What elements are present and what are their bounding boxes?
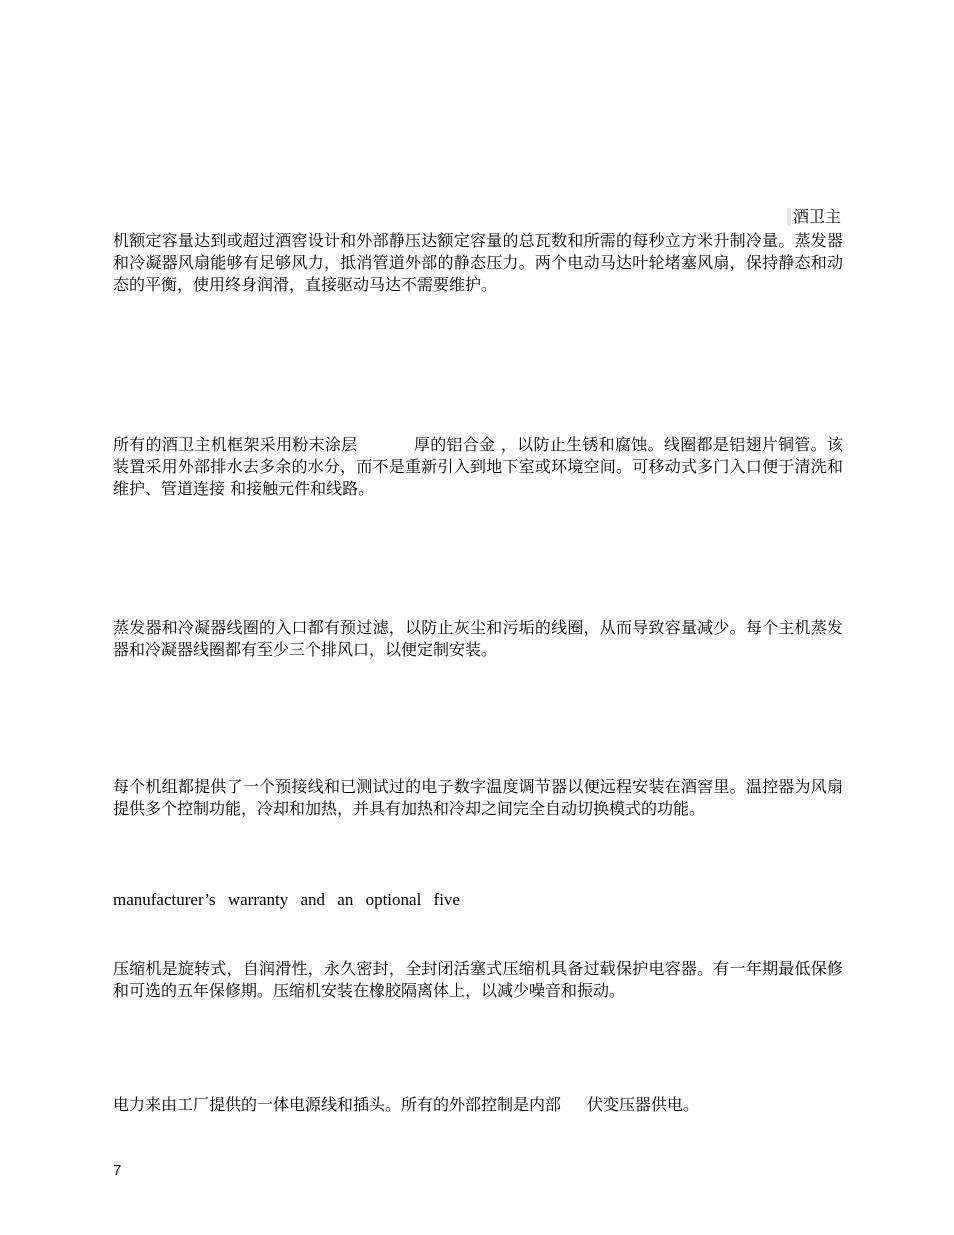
paragraph-7-part-1: 电力来由工厂提供的一体电源线和插头。所有的外部控制是内部 <box>113 1095 562 1114</box>
paragraph-7-part-2: 伏变压器供电。 <box>587 1095 700 1114</box>
paragraph-1-lead: 酒卫主 <box>792 207 841 226</box>
paragraph-7 <box>113 1094 843 1116</box>
paragraph-6: 压缩机是旋转式，自润滑性，永久密封，全封闭活塞式压缩机具备过载保护电容器。有一年期最低保修和可选的五年保修期。压缩机安装在橡胶隔离体上，以减少噪音和振动。 <box>113 959 843 1000</box>
paragraph-2 <box>113 434 843 500</box>
paragraph-2-part-1: 所有的酒卫主机框架采用粉末涂层 <box>113 435 358 454</box>
paragraph-5-warranty: manufacturer’s warranty and an optional five <box>113 890 460 909</box>
paragraph-2-part-2: 厚的铝合金 ，以防止生锈和腐蚀。线圈都是铝翅片铜管。该装置采用外部排水去多余的水分，而不是重新引入到地下室或环境空间。可移动式多门入口便于清洗和维护、管道连接 和接触元件和线路。 <box>113 435 843 498</box>
text-cursor-highlight <box>787 208 791 226</box>
paragraph-3: 蒸发器和冷凝器线圈的入口都有预过滤，以防止灰尘和污垢的线圈，从而导致容量减少。每个主机蒸发器和冷凝器线圈都有至少三个排风口，以便定制安装。 <box>113 618 843 659</box>
paragraph-1: 机额定容量达到或超过酒窖设计和外部静压达额定容量的总瓦数和所需的每秒立方米升制冷量。蒸发器和冷凝器风扇能够有足够风力，抵消管道外部的静态压力。两个电动马达叶轮堵塞风扇，保持静态和动态的平衡，使用终身润滑，直接驱动马达不需要维护。 <box>113 231 843 294</box>
paragraph-4: 每个机组都提供了一个预接线和已测试过的电子数字温度调节器以便远程安装在酒窖里。温控器为风扇提供多个控制功能，冷却和加热，并具有加热和冷却之间完全自动切换模式的功能。 <box>113 777 843 818</box>
page-number: 7 <box>113 1162 122 1179</box>
